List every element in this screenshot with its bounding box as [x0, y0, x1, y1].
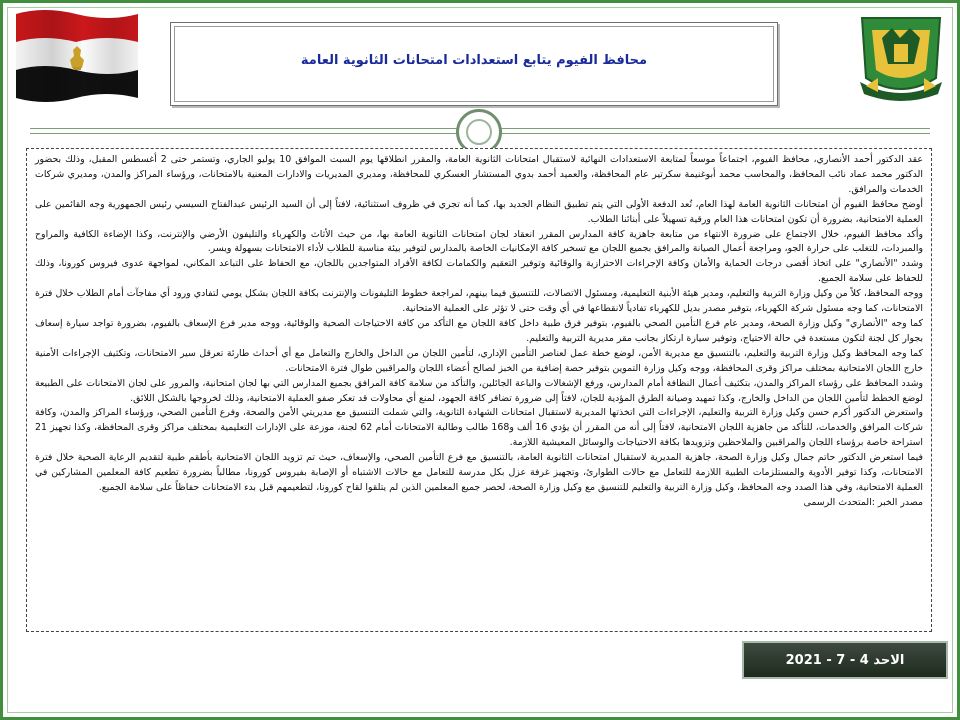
article-paragraph: فيما استعرض الدكتور حاتم جمال وكيل وزارة الصحة، جاهزية المديرية لاستقبال امتحانات الثانوية العامة، بالتنسيق مع فرع التأمين الصحي، والإسعاف، حيث تم تزويد اللجان الامتحانية بأطقم طبية لتقديم الرعاية الصحية خلال فترة الامتحانات، وكذا توفير الأدوية والمستلزمات الطبية اللازمة للتعامل مع حالات الطوارئ، وتجهيز غرفة عزل بكل مدرسة للتعامل مع حالات الاشتباه أو الإصابة بفيروس كورونا، مطالباً بضرورة تطعيم كافة المعلمين المشاركين في العملية الامتحانية، وفي هذا الصدد وجه المحافظ، وكيل وزارة التربية والتعليم للتنسيق مع وكيل وزارة الصحة، لحصر جميع المعلمين الذين لم يتلقوا لقاح كورونا، لتطعيمهم قبل بدء الامتحانات حفاظاً على سلامة الجميع.	[35, 452, 923, 493]
article-paragraph: كما وجه المحافظ وكيل وزارة التربية والتعليم، بالتنسيق مع مديرية الأمن، لوضع خطة عمل لعناصر التأمين الإداري، لتأمين اللجان من الداخل والخارج والتعامل مع أي أحداث طارئة تعرقل سير الامتحانات، وتكثيف الإجراءات الأمنية خارج اللجان الامتحانية بمختلف مراكز وقرى المحافظة، ووجه وكيل وزارة التموين بتوفير حصة إضافية من الخبز لصالح أعضاء اللجان والمراقبين طوال فترة الامتحانات.	[35, 347, 923, 374]
article-body	[26, 148, 932, 632]
article-paragraph: عقد الدكتور أحمد الأنصاري، محافظ الفيوم، اجتماعاً موسعاً لمتابعة الاستعدادات النهائية لاستقبال امتحانات الثانوية العامة، والمقرر انطلاقها يوم السبت الموافق 10 يوليو الجاري، وتستمر حتى 2 أغسطس المقبل، وذلك بحضور الدكتور محمد عماد نائب المحافظ، والمحاسب محمد أبوغنيمة سكرتير عام المحافظة، والعميد أحمد بدوي المستشار العسكري للمحافظة، ومديري المديريات والادارات المعنية بالامتحانات، ورؤساء المراكز والمدن، ومديري شركات الخدمات والمرافق.	[35, 154, 923, 195]
headline-box	[170, 22, 778, 106]
egypt-flag-icon	[14, 6, 140, 108]
article-paragraph: وشدد "الأنصاري" على اتخاذ أقصى درجات الحماية والأمان وكافة الإجراءات الاحترازية والوقائية وتوفير التعقيم والكمامات لكافة الأفراد المتواجدين باللجان، مع الحفاظ على التباعد المكاني، لمواجهة عدوى فيروس كورونا، وذلك للحفاظ على سلامة الجميع.	[35, 258, 923, 285]
article-paragraph: واستعرض الدكتور أكرم حسن وكيل وزارة التربية والتعليم، الإجراءات التي اتخذتها المديرية لاستقبال امتحانات الشهادة الثانوية، والتي شملت التنسيق مع مديريتي الأمن والصحة، وفرع التأمين الصحي، ورؤساء المراكز والمدن، وكافة شركات المرافق والخدمات، للتأكد من جاهزية اللجان الامتحانية، لافتاً إلى أنه من المقرر أن يؤدي 16 ألف و168 طالب وطالبة الامتحانات أمام 62 لجنة، موزعة على الإدارات التعليمية بمختلف مراكز وقرى المحافظة، وكذا تجهيز 21 استراحة خاصة برؤساء اللجان والمراقبين والملاحظين وتزويدها بكافة الاحتياجات والوسائل المعيشية اللازمة.	[35, 407, 923, 449]
article-text	[35, 153, 923, 511]
ring-ornament-inner	[466, 119, 492, 145]
article-paragraph: وشدد المحافظ على رؤساء المراكز والمدن، بتكثيف أعمال النظافة أمام المدارس، ورفع الإشغالات والباعة الجائلين، والتأكد من سلامة كافة المرافق بجميع المدارس التي بها لجان امتحانية، والمرور على لجان الامتحانات على الطبيعة لوضع الخطط لتأمين اللجان من الداخل والخارج، وكذا تمهيد وصيانة الطرق المؤدية للجان، لافتاً إلى ضرورة تضافر كافة الجهود، لمنع أي محاولات قد تعكر صفو العملية الامتحانية، وذلك لخروجها بالشكل اللائق.	[35, 377, 923, 404]
article-paragraph: وأكد محافظ الفيوم، خلال الاجتماع على ضرورة الانتهاء من متابعة جاهزية كافة المدارس المقرر انعقاد لجان امتحانات الثانوية العامة بها، من حيث الأثاث والكهرباء والتليفون الأرضي والإنترنت، وكذا الإضاءة الكافية والمراوح والمبردات، للتغلب على حرارة الجو، ومراجعة أعمال الصيانة والمرافق بجميع اللجان مع تسخير كافة الإمكانيات الخاصة بالمدارس لتوفير بيئة مناسبة للطلاب لأداء الامتحانات بسهولة ويسر.	[35, 228, 923, 255]
article-paragraph: كما وجه "الأنصاري" وكيل وزارة الصحة، ومدير عام فرع التأمين الصحي بالفيوم، بتوفير فرق طبية داخل كافة اللجان مع التأكد من كافة الاحتياجات الصحية والوقائية، ووجه مدير فرع الإسعاف بالفيوم، بضرورة تواجد سيارة إسعاف بجوار كل لجنة لتكون مستعدة في حالة الاحتياج، وتوفير سيارة ارتكاز بجانب مقر مديرية التربية والتعليم.	[35, 317, 923, 344]
fayoum-governorate-logo	[852, 8, 950, 104]
headline-title: محافظ الفيوم يتابع استعدادات امتحانات الثانوية العامة	[300, 53, 648, 68]
date-badge	[742, 641, 948, 679]
article-paragraph: ووجه المحافظ، كلاً من وكيل وزارة التربية والتعليم، ومدير هيئة الأبنية التعليمية، ومسئول الاتصالات، للتنسيق فيما بينهم، لمراجعة خطوط التليفونات والإنترنت بكافة اللجان بشكل يومي لتفادي ورود أي مفاجآت أمام الطلاب خلال فترة الامتحانات، كما وجه مسئول شركة الكهرباء، بتوفير مصدر بديل للكهرباء تفادياً لانقطاعها في أي وقت حتى لا تؤثر على العملية الامتحانية.	[35, 288, 923, 315]
date-text: الاحد 4 - 7 - 2021	[785, 653, 905, 668]
article-source: مصدر الخبر :المتحدث الرسمى	[803, 496, 923, 508]
article-paragraph: أوضح محافظ الفيوم أن امتحانات الثانوية العامة لهذا العام، تُعد الدفعة الأولى التي يتم تطبيق النظام الجديد بها، كما أنه تجري في ظروف استثنائية، لافتاً إلى أن السيد الرئيس عبدالفتاح السيسي رئيس الجمهورية وجه القائمين على العملية الامتحانية، بضرورة أن تكون امتحانات هذا العام ورقية تسهيلاً على أبنائنا الطلاب.	[35, 198, 923, 225]
